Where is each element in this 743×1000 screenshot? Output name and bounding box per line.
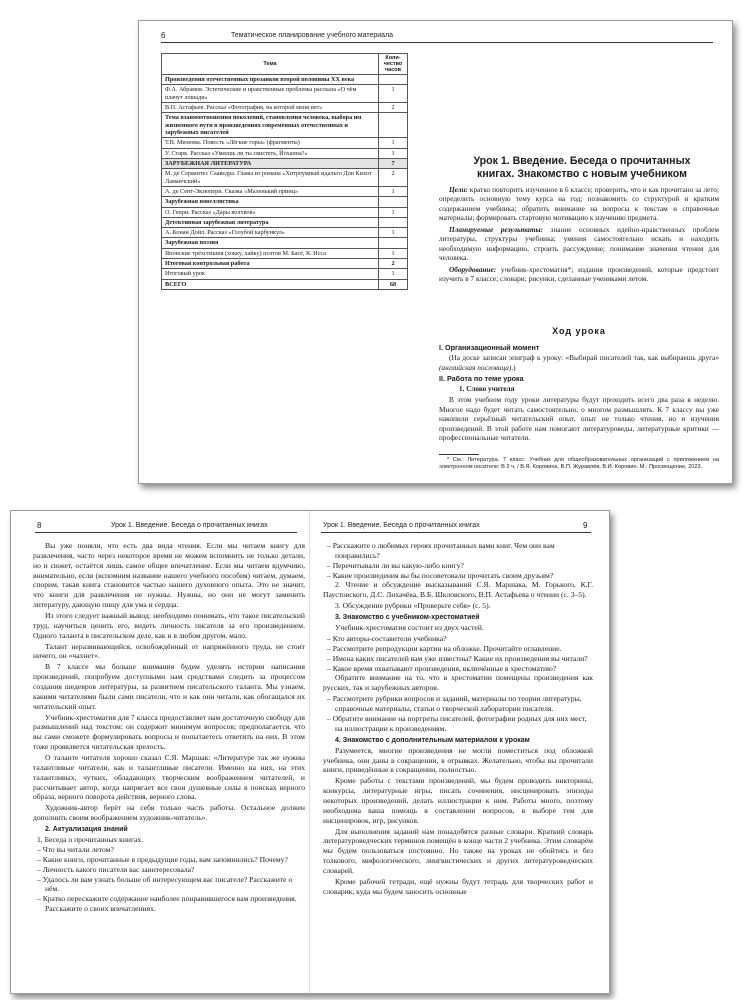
list-item: – Перечитывали ли вы какую-либо книгу?: [327, 560, 464, 570]
hours-cell: [379, 238, 408, 248]
hours-cell: [379, 113, 408, 138]
table-row: [162, 259, 408, 269]
table-row: [162, 148, 408, 158]
paragraph: Учебник-хрестоматия состоит из двух частей.: [335, 623, 484, 633]
topic-cell: Итоговая контрольная работа: [162, 259, 379, 269]
topic-cell: Детективная зарубежная литература: [162, 217, 379, 227]
teacher-text: В этом учебном году уроки литературы будут проходить всего два раза в неделю. Многое надо будет читать самостоятельно, о многом размышлять. К 7 классу вы уже накопили серьёзный читательский опыт, опыт не только чтения, но и изучения произведений. В этой работе нам помогают литературоведы, литературные критики — профессиональные читатели.: [439, 395, 719, 442]
results-text: знание основных идейно-нравственных проблем литературы, структуры учебника; умения самостоятельно искать и находить необходимую информацию, строить рассуждение; понимание значения чтения для человека.: [439, 224, 719, 263]
topic-cell: Ф.А. Абрамов. Эстетические и нравственные проблемы рассказа «О чём плачут лошади»: [162, 85, 379, 103]
list-item: – Расскажите о любимых героях прочитанных вами книг. Чем они вам понравились?: [327, 541, 555, 560]
hours-cell: 2: [379, 259, 408, 269]
course-heading: Ход урока: [552, 326, 606, 336]
paragraph: Учебник-хрестоматия для 7 класса предоставляет нам достаточную свободу для размышлений над текстом: он содержит минимум вопросов; предполагается, что вы сами сможете формулировать вопросы и попытаетесь ответить на них. В этом тоже проявляется читательская зрелость.: [33, 712, 305, 752]
goals-paragraph: [439, 185, 719, 223]
list-item: – Имена каких писателей вам уже известны? Какие их произведения вы читали?: [327, 653, 588, 663]
lesson-title-line1: Урок 1. Введение. Беседа о прочитанных: [473, 155, 691, 167]
paragraph: Талант неразвивающийся, освобождённый от напряжённого труда, не стоит ничего, он «чахнет».: [33, 641, 305, 661]
paragraph: О таланте читателя хорошо сказал С.Я. Маршак: «Литературе так же нужны талантливые читатели, как и талантливые писатели. Именно на них, на этих талантливых, чутких, обладающих творческим воображением читателей, и рассчитывает автор, когда напрягает все свои душевные силы в поисках верного образа, верного поворота действия, верного слова.: [33, 753, 305, 802]
topic-cell: У. Старк. Рассказ «Умеешь ли ты свистеть, Йоханна?»: [162, 148, 379, 158]
list-item: – Какие произведения вы бы посоветовали прочитать своим друзьям?: [327, 570, 554, 580]
right-column: [323, 541, 593, 898]
topic-cell: Зарубежная новеллистика: [162, 197, 379, 207]
section-1-text: [439, 353, 719, 372]
right-page-number: 9: [583, 521, 588, 530]
topic-cell: ЗАРУБЕЖНАЯ ЛИТЕРАТУРА: [162, 158, 379, 168]
table-row: [162, 228, 408, 238]
hours-cell: [379, 75, 408, 85]
paragraph: Вы уже поняли, что есть два вида чтения. Если мы читаем книгу для развлечения, часто через некоторое время не можем вспомнить не только детали, но и сюжет, остаётся лишь самое общее впечатление. Если мы читаем вдумчиво, внимательно, если (вспомним название нашего учебного пособия) читаем, думаем, спорим, такая книга становится частью нашего духовного опыта. Это не значит, что книги для развлечения не нужны. Нужны, но они не могут заменить литературу, дающую пищу для ума и сердца.: [33, 541, 305, 610]
right-running-head: Урок 1. Введение. Беседа о прочитанных книгах: [323, 522, 480, 529]
epigraph-end: .): [511, 362, 516, 372]
equipment-text: учебник-хрестоматия*; издания произведений, которые предстоит изучить в 7 классе; словари; рисунки, сделанные учениками летом.: [439, 264, 719, 284]
list-item: – Личность какого писателя вас заинтересовала?: [37, 864, 195, 874]
paragraph: 2. Чтение и обсуждение высказываний С.Я. Маршака, М. Горького, К.Г. Паустовского, Д.С. Лихачёва, В.Б. Шкловского, В.П. Астафьева о чтении (с. 3–5).: [323, 580, 593, 600]
table-row: [162, 169, 408, 187]
section-heading: 2. Актуализация знаний: [45, 826, 128, 834]
topic-cell: А. де Сент-Экзюпери. Сказка «Маленький принц»: [162, 186, 379, 196]
topic-cell: Тема взаимоотношения поколений, становления человека, выбора им жизненного пути в произведениях современных отечественных и зарубежных писателей: [162, 113, 379, 138]
equipment-label: Оборудование:: [449, 264, 497, 274]
topics-table-body: [162, 75, 408, 290]
hours-cell: 2: [379, 169, 408, 187]
topic-cell: Зарубежная поэзия: [162, 238, 379, 248]
hours-cell: 1: [379, 138, 408, 148]
results-paragraph: [439, 225, 719, 263]
equipment-paragraph: [439, 265, 719, 284]
hours-cell: 1: [379, 207, 408, 217]
table-row: [162, 113, 408, 138]
paragraph: Из этого следует важный вывод: необходимо понимать, что такое писательский труд, научиться ценить его, видеть личность писателя за его произведением. Одного таланта в писательском деле, как и в любом другом, мало.: [33, 611, 305, 640]
list-item: – Удалось ли вам узнать больше об интересующем вас писателе? Расскажите о нём.: [37, 874, 293, 894]
paragraph: В 7 классе мы больше внимания будем уделять истории написания произведений, попробуем доступными нам средствами следить за процессом создания шедевров литературы, за развитием писательского таланта. Мы узнаем, какими читателями были сами писатели, что и как они читали, как обогащался их читательский опыт.: [33, 662, 305, 711]
goals-text: кратко повторить изученное в 6 классе; проверить, что и как прочитано за лето; определить основную тему курса на год; познакомить со структурой и кратким содержанием учебника; обратить внимание на вопросы к текстам и справочные материалы; формировать стартовую мотивацию к изучению предмета.: [439, 185, 719, 223]
table-row: [162, 279, 408, 289]
table-row: [162, 248, 408, 258]
section-heading: 4. Знакомство с дополнительным материалом к урокам: [335, 736, 530, 744]
section-2-heading: II. Работа по теме урока: [439, 374, 524, 384]
table-row: [162, 103, 408, 113]
hours-cell: 1: [379, 148, 408, 158]
paragraph: Художник-автор берёт на себя только часть работы. Остальное должен дополнить своим воображением художник-читатель».: [33, 803, 305, 823]
topics-table: [161, 53, 408, 290]
section-1-heading: I. Организационный момент: [439, 343, 540, 352]
topic-cell: А. Конан Дойл. Рассказ «Голубой карбункул»: [162, 228, 379, 238]
table-row: [162, 138, 408, 148]
lesson-title-line2: книгах. Знакомство с новым учебником: [477, 168, 687, 181]
table-header-topic: Тема: [162, 54, 379, 75]
epigraph-text: (На доске записан эпиграф к уроку: «Выбирай писателей так, как выбираешь друга»: [449, 353, 719, 363]
paragraph: 3. Обсуждение рубрики «Проверьте себя» (с. 5).: [335, 601, 491, 611]
list-item: – Кто авторы-составители учебника?: [327, 633, 447, 643]
lesson-title: [437, 155, 727, 181]
footnote-rule: [439, 454, 479, 455]
hours-cell: 1: [379, 186, 408, 196]
epigraph-source: (английская пословица): [439, 362, 512, 372]
goals-label: Цели:: [449, 185, 468, 194]
table-row: [162, 158, 408, 168]
lesson-body: [439, 341, 719, 444]
hours-cell: [379, 217, 408, 227]
footnote: * См.: Литература. 7 класс: Учебник для общеобразовательных организаций с приложением на электронном носителе: В 2 ч. / В.Я. Коровина, В.П. Журавлёв, В.И. Коровин. М.: Просвещение, 2023.: [439, 457, 719, 470]
topic-cell: Произведения отечественных прозаиков второй половины XX века: [162, 75, 379, 85]
section-heading: 3. Знакомство с учебником-хрестоматией: [335, 614, 480, 622]
table-row: [162, 85, 408, 103]
page-number: 6: [161, 31, 166, 40]
table-row: [162, 75, 408, 85]
running-head: Тематическое планирование учебного материала: [231, 32, 394, 39]
hours-cell: 1: [379, 85, 408, 103]
list-item: – Что вы читали летом?: [37, 845, 114, 855]
gutter: [309, 511, 310, 993]
paragraph: Кроме рабочей тетради, ещё нужны будут тетрадь для творческих работ и словарик, куда мы будем заносить основные: [323, 876, 593, 896]
paragraph: Кроме работы с текстами произведений, мы будем проводить викторины, конкурсы, литературные игры, писать сочинения, инсценировать эпизоды некоторых произведений, делать иллюстрации к ним. Работы много, поэтому необходима ваша помощь в составлении вопросов, в выборе тем для инсценировок, игр, рисунков.: [323, 776, 593, 825]
table-row: [162, 186, 408, 196]
list-item: – Рассмотрите репродукции картин на обложке. Прочитайте оглавление.: [327, 643, 562, 653]
topic-cell: Т.В. Михеева. Повесть «Лёгкие горы» (фрагменты): [162, 138, 379, 148]
hours-cell: 2: [379, 103, 408, 113]
table-row: [162, 207, 408, 217]
paragraph: Обратите внимание на то, что в хрестоматии помещены произведения как русских, так и зарубежных авторов.: [323, 673, 593, 693]
hours-cell: 68: [379, 279, 408, 289]
book-spread: [10, 510, 610, 994]
left-page-number: 8: [37, 521, 42, 530]
table-row: [162, 269, 408, 279]
list-item: – Какое время охватывают произведения, включённые в хрестоматию?: [327, 663, 557, 673]
table-header-hours: Коли- чество часов: [379, 54, 408, 75]
table-row: [162, 217, 408, 227]
topic-cell: Итоговый урок: [162, 269, 379, 279]
lesson-intro: [439, 185, 719, 286]
table-row: [162, 197, 408, 207]
table-row: [162, 238, 408, 248]
list-item: 1. Беседа о прочитанных книгах.: [37, 835, 144, 845]
subsection-heading: 1. Слово учителя: [459, 384, 515, 393]
results-label: Планируемые результаты:: [449, 224, 543, 234]
hours-cell: 7: [379, 158, 408, 168]
header-rule: [161, 42, 713, 43]
hours-cell: 1: [379, 269, 408, 279]
hours-cell: 1: [379, 228, 408, 238]
left-column: [33, 541, 305, 914]
hours-cell: 1: [379, 248, 408, 258]
topic-cell: О. Генри. Рассказ «Дары волхвов»: [162, 207, 379, 217]
hours-cell: [379, 197, 408, 207]
list-item: – Кратко перескажите содержание наиболее понравившегося вам произведения. Расскажите о своих впечатлениях.: [37, 894, 297, 914]
list-item: – Обратите внимание на портреты писателей, фотографии родных для них мест, на иллюстрации к произведениям.: [327, 713, 587, 733]
left-running-head: Урок 1. Введение. Беседа о прочитанных книгах: [111, 522, 268, 529]
topic-cell: Японские трёхстишия (хокку, хайку) поэтов М. Басё, К. Исса: [162, 248, 379, 258]
paragraph: Разумеется, многие произведения не могли поместиться под обложкой учебника, они даны в сокращении, в отрывках. Желательно, чтобы вы прочитали книги, приведённые в сокращении, полностью.: [323, 745, 593, 775]
paragraph: Для выполнения заданий нам понадобятся разные словари. Краткий словарь литературоведческих терминов помещён в конце части 2 учебника. Этим словарём мы будем пользоваться постоянно. Но также на уроках не обойтись и без толкового, мифологического, лингвистических и других литературоведческих словарей.: [323, 826, 593, 875]
left-header-rule: [35, 532, 297, 533]
topic-cell: ВСЕГО: [162, 279, 379, 289]
topic-cell: М. де Сервантес Сааведра. Главы из романа «Хитроумный идальго Дон Кихот Ламанчский»: [162, 169, 379, 187]
topic-cell: В.П. Астафьев. Рассказ «Фотография, на которой меня нет»: [162, 103, 379, 113]
list-item: – Рассмотрите рубрики вопросов и заданий, материалы по теории литературы, справочные материалы, статьи о творческой лаборатории писателя.: [327, 694, 582, 713]
top-page: [138, 20, 733, 484]
right-header-rule: [321, 532, 591, 533]
list-item: – Какие книги, прочитанные в предыдущие годы, вам запомнились? Почему?: [37, 854, 288, 864]
